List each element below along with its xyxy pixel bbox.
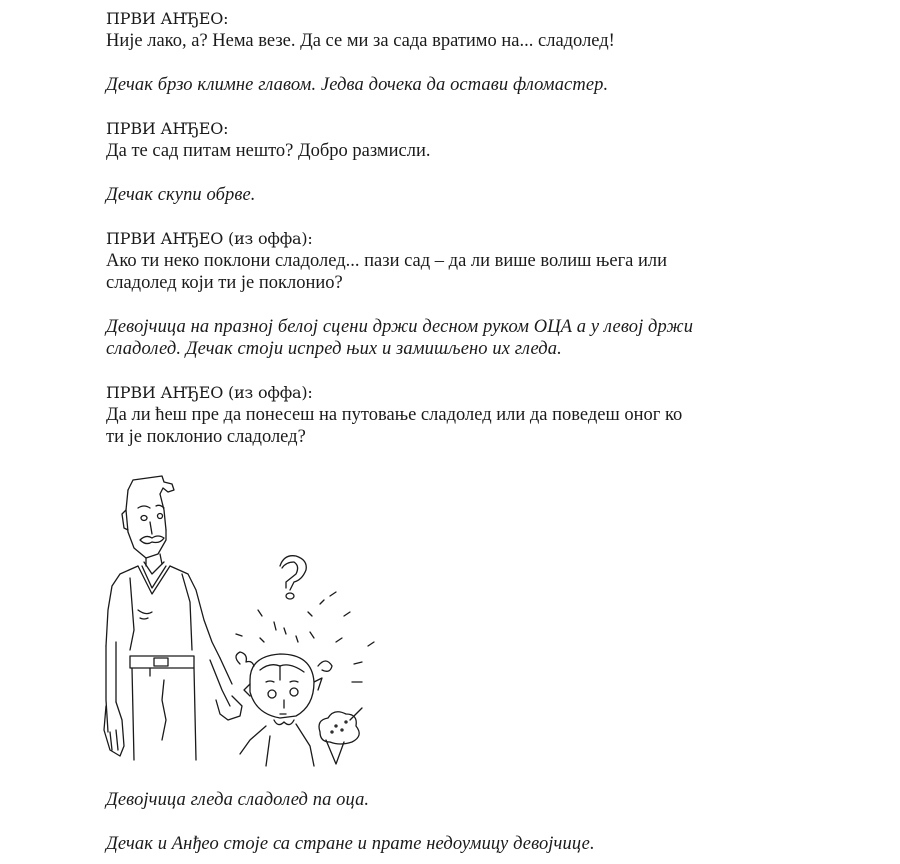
stage-direction: Дечак скупи обрве. <box>106 185 256 205</box>
line-drawing <box>100 470 400 770</box>
speaker-name: ПРВИ АНЂЕО: <box>106 119 229 138</box>
father-figure <box>104 476 242 760</box>
dialog-line: ти је поклонио сладолед? <box>106 427 306 447</box>
dialog-line: Ако ти неко поклони сладолед... пази сад – да ли више волиш њега или <box>106 251 668 271</box>
after-illustration-text <box>106 789 806 855</box>
script-page <box>106 8 806 448</box>
stage-direction: Дечак брзо климне главом. Једва дочека да остави фломастер. <box>106 75 609 95</box>
spacer <box>106 294 806 316</box>
spacer <box>106 206 806 228</box>
stage-direction: Дечак и Анђео стоје са стране и прате недоумицу девојчице. <box>106 834 595 854</box>
speaker-name: ПРВИ АНЂЕО: <box>106 9 229 28</box>
spacer <box>106 360 806 382</box>
stage-direction: Девојчица на празној белој сцени држи десном руком ОЦА а у левој држи <box>106 317 694 337</box>
speaker-name: ПРВИ АНЂЕО (из оффа): <box>106 383 313 402</box>
dialog-line: сладолед који ти је поклонио? <box>106 273 343 293</box>
speaker-name: ПРВИ АНЂЕО (из оффа): <box>106 229 313 248</box>
confusion-lines <box>236 592 374 682</box>
dialog-line: Да ли ћеш пре да понесеш на путовање сладолед или да поведеш оног ко <box>106 405 683 425</box>
stage-direction: сладолед. Дечак стоји испред њих и замишљено их гледа. <box>106 339 562 359</box>
question-mark-icon <box>280 556 306 599</box>
stage-direction: Девојчица гледа сладолед па оца. <box>106 790 370 810</box>
spacer <box>106 162 806 184</box>
girl-figure <box>236 652 362 766</box>
dialog-line: Да те сад питам нешто? Добро размисли. <box>106 141 431 161</box>
spacer <box>106 96 806 118</box>
dialog-line: Није лако, а? Нема везе. Да се ми за сада вратимо на... сладолед! <box>106 31 615 51</box>
spacer <box>106 811 806 833</box>
spacer <box>106 52 806 74</box>
illustration-father-and-girl <box>100 470 400 770</box>
